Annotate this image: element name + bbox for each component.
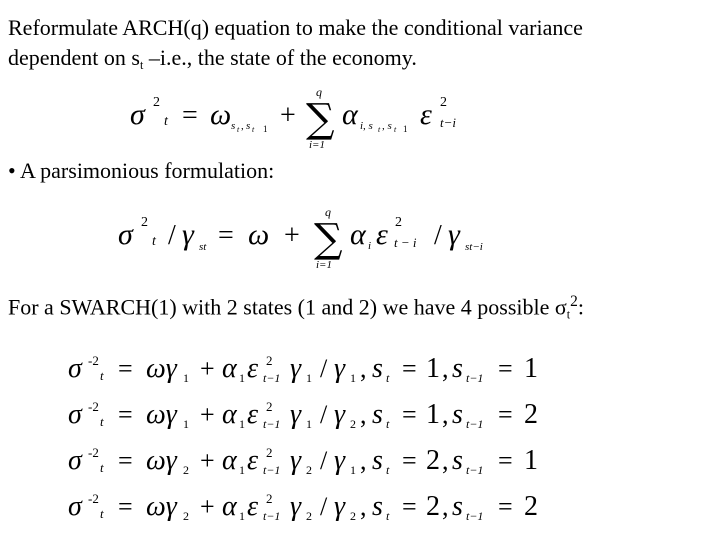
slash: / bbox=[320, 446, 328, 475]
epsilon-symbol: ε bbox=[247, 491, 259, 522]
comma: , bbox=[360, 354, 367, 383]
s-symbol-2: s bbox=[452, 445, 463, 476]
s-symbol-2: s bbox=[452, 491, 463, 522]
alpha-symbol: α bbox=[222, 445, 237, 476]
sigma-subscript: t bbox=[100, 506, 104, 521]
gamma-symbol-2: γ bbox=[334, 491, 346, 522]
epsilon-symbol: ε bbox=[376, 218, 388, 251]
case-equation-1 bbox=[68, 353, 538, 385]
equals-sign: = bbox=[118, 446, 133, 475]
omega-sub-t2: t bbox=[252, 125, 255, 134]
epsilon-subscript: t−1 bbox=[263, 417, 281, 431]
previous-state-value: 1 bbox=[524, 445, 538, 476]
s-symbol: s bbox=[372, 353, 383, 384]
gamma-subscript: 1 bbox=[306, 417, 312, 431]
sigma-superscript: 2 bbox=[153, 95, 160, 110]
swarch-text-sup: 2 bbox=[570, 293, 578, 310]
epsilon-subscript: t−1 bbox=[263, 463, 281, 477]
s-subscript-2: t−1 bbox=[466, 463, 484, 477]
alpha-subscript: 1 bbox=[239, 463, 245, 477]
equals-sign-2: = bbox=[402, 446, 417, 475]
equals-sign: = bbox=[118, 492, 133, 521]
alpha-sub-1: 1 bbox=[403, 124, 408, 134]
state-value: 2 bbox=[426, 445, 440, 476]
gamma-subscript: st bbox=[199, 241, 207, 253]
alpha-sub-t2: t bbox=[394, 125, 397, 134]
case-equation-4 bbox=[68, 491, 538, 523]
bullet-icon: • bbox=[8, 158, 16, 183]
omega-gamma-subscript: 2 bbox=[183, 463, 189, 477]
alpha-symbol: α bbox=[222, 491, 237, 522]
s-symbol-2: s bbox=[452, 399, 463, 430]
summation-symbol: ∑ bbox=[306, 96, 335, 142]
gamma-symbol: γ bbox=[182, 218, 194, 251]
omega-sub-1: 1 bbox=[263, 124, 268, 134]
gamma-subscript: 1 bbox=[306, 371, 312, 385]
sigma-symbol: σ bbox=[130, 98, 145, 131]
epsilon-symbol: ε bbox=[247, 445, 259, 476]
alpha-subscript: i bbox=[368, 240, 372, 252]
equals-sign-2: = bbox=[402, 492, 417, 521]
plus-sign: + bbox=[200, 446, 215, 475]
comma-2: , bbox=[442, 446, 449, 475]
equals-sign: = bbox=[182, 100, 198, 131]
epsilon-subscript: t−i bbox=[440, 115, 456, 130]
comma: , bbox=[360, 400, 367, 429]
sigma-superscript: -2 bbox=[88, 353, 99, 368]
epsilon-superscript: 2 bbox=[395, 215, 402, 230]
s-symbol-2: s bbox=[452, 353, 463, 384]
omega-symbol: ω bbox=[210, 98, 232, 131]
swarch-text-pre: For a SWARCH(1) with 2 states (1 and 2) we have 4 possible σ bbox=[8, 294, 567, 320]
equals-sign-3: = bbox=[498, 492, 513, 521]
comma: , bbox=[360, 492, 367, 521]
comma-2: , bbox=[442, 492, 449, 521]
epsilon-superscript: 2 bbox=[440, 95, 447, 110]
comma-2: , bbox=[442, 400, 449, 429]
gamma-symbol: γ bbox=[290, 399, 302, 430]
plus-sign: + bbox=[200, 492, 215, 521]
sigma-superscript: -2 bbox=[88, 399, 99, 414]
alpha-subscript: 1 bbox=[239, 371, 245, 385]
gamma-symbol: γ bbox=[290, 491, 302, 522]
state-value: 2 bbox=[426, 491, 440, 522]
intro-line-1: Reformulate ARCH(q) equation to make the conditional variance bbox=[8, 15, 583, 40]
sigma-symbol: σ bbox=[118, 218, 133, 251]
gamma-symbol: γ bbox=[290, 445, 302, 476]
previous-state-value: 2 bbox=[524, 491, 538, 522]
alpha-sub-s2: , s bbox=[382, 120, 392, 132]
gamma-subscript: 2 bbox=[306, 463, 312, 477]
sigma-superscript: 2 bbox=[141, 215, 148, 230]
omega-gamma-symbol: ωγ bbox=[146, 353, 177, 384]
epsilon-superscript: 2 bbox=[266, 353, 273, 368]
s-subscript: t bbox=[386, 417, 390, 431]
epsilon-symbol: ε bbox=[247, 399, 259, 430]
plus-sign: + bbox=[284, 220, 300, 251]
alpha-sub-i-s: i, s bbox=[360, 120, 373, 132]
omega-symbol: ω bbox=[248, 218, 270, 251]
slash: / bbox=[168, 220, 176, 251]
s-subscript-2: t−1 bbox=[466, 371, 484, 385]
omega-gamma-symbol: ωγ bbox=[146, 445, 177, 476]
previous-state-value: 2 bbox=[524, 399, 538, 430]
sigma-subscript: t bbox=[100, 414, 104, 429]
epsilon-subscript: t − i bbox=[394, 235, 417, 250]
s-symbol: s bbox=[372, 491, 383, 522]
sum-upper-limit: q bbox=[316, 85, 322, 99]
sigma-symbol: σ bbox=[68, 491, 82, 522]
equals-sign-2: = bbox=[402, 354, 417, 383]
comma: , bbox=[360, 446, 367, 475]
summation-symbol: ∑ bbox=[314, 216, 343, 262]
intro-line-2-post: –i.e., the state of the economy. bbox=[143, 45, 417, 70]
sigma-subscript: t bbox=[164, 114, 168, 129]
gamma-subscript-2: st−i bbox=[465, 241, 483, 253]
alpha-symbol: α bbox=[350, 218, 366, 251]
sum-upper-limit: q bbox=[325, 205, 331, 219]
equals-sign-3: = bbox=[498, 446, 513, 475]
omega-gamma-subscript: 2 bbox=[183, 509, 189, 523]
equals-sign-2: = bbox=[402, 400, 417, 429]
case-equation-3 bbox=[68, 445, 538, 477]
epsilon-superscript: 2 bbox=[266, 445, 273, 460]
sigma-subscript: t bbox=[100, 368, 104, 383]
swarch-equations bbox=[66, 344, 566, 524]
gamma-subscript: 2 bbox=[306, 509, 312, 523]
equals-sign-3: = bbox=[498, 354, 513, 383]
swarch-text-sub: t bbox=[566, 307, 571, 322]
case-equation-2 bbox=[68, 399, 538, 431]
omega-sub-s2: s bbox=[246, 120, 251, 132]
alpha-symbol: α bbox=[222, 353, 237, 384]
omega-gamma-subscript: 1 bbox=[183, 371, 189, 385]
omega-sub-t: t bbox=[237, 125, 240, 134]
omega-gamma-symbol: ωγ bbox=[146, 491, 177, 522]
equals-sign-3: = bbox=[498, 400, 513, 429]
alpha-symbol: α bbox=[222, 399, 237, 430]
plus-sign: + bbox=[280, 100, 296, 131]
omega-gamma-subscript: 1 bbox=[183, 417, 189, 431]
gamma-symbol-2: γ bbox=[448, 218, 460, 251]
s-symbol: s bbox=[372, 399, 383, 430]
equals-sign: = bbox=[118, 400, 133, 429]
slash: / bbox=[320, 354, 328, 383]
epsilon-superscript: 2 bbox=[266, 491, 273, 506]
s-subscript: t bbox=[386, 463, 390, 477]
gamma-subscript-2: 1 bbox=[350, 371, 356, 385]
slash: / bbox=[320, 400, 328, 429]
alpha-subscript: 1 bbox=[239, 509, 245, 523]
s-subscript: t bbox=[386, 371, 390, 385]
sum-lower-limit: i=1 bbox=[309, 139, 325, 151]
sigma-symbol: σ bbox=[68, 445, 82, 476]
s-subscript-2: t−1 bbox=[466, 417, 484, 431]
alpha-subscript: 1 bbox=[239, 417, 245, 431]
slash-2: / bbox=[434, 220, 442, 251]
bullet-text: A parsimonious formulation: bbox=[15, 158, 275, 183]
sigma-symbol: σ bbox=[68, 353, 82, 384]
epsilon-subscript: t−1 bbox=[263, 509, 281, 523]
intro-line-2-sub: t bbox=[139, 58, 144, 73]
equals-sign: = bbox=[118, 354, 133, 383]
sigma-superscript: -2 bbox=[88, 445, 99, 460]
previous-state-value: 1 bbox=[524, 353, 538, 384]
gamma-subscript-2: 1 bbox=[350, 463, 356, 477]
gamma-symbol-2: γ bbox=[334, 445, 346, 476]
state-value: 1 bbox=[426, 353, 440, 384]
epsilon-symbol: ε bbox=[420, 98, 432, 131]
bullet-item bbox=[8, 156, 274, 186]
arch-equation bbox=[128, 84, 488, 152]
epsilon-symbol: ε bbox=[247, 353, 259, 384]
swarch-text-post: : bbox=[577, 294, 584, 320]
slash: / bbox=[320, 492, 328, 521]
sigma-superscript: -2 bbox=[88, 491, 99, 506]
state-value: 1 bbox=[426, 399, 440, 430]
intro-line-2 bbox=[8, 43, 583, 80]
alpha-sub-t: t bbox=[378, 125, 381, 134]
swarch-text bbox=[8, 287, 584, 330]
sum-lower-limit: i=1 bbox=[316, 259, 332, 271]
omega-gamma-symbol: ωγ bbox=[146, 399, 177, 430]
gamma-symbol-2: γ bbox=[334, 399, 346, 430]
plus-sign: + bbox=[200, 354, 215, 383]
equals-sign: = bbox=[218, 220, 234, 251]
omega-sub-s: s bbox=[231, 120, 236, 132]
intro-line-2-pre: dependent on s bbox=[8, 45, 140, 70]
gamma-subscript-2: 2 bbox=[350, 509, 356, 523]
omega-sub-comma: , bbox=[241, 120, 244, 132]
gamma-symbol: γ bbox=[290, 353, 302, 384]
comma-2: , bbox=[442, 354, 449, 383]
sigma-subscript: t bbox=[152, 234, 156, 249]
epsilon-superscript: 2 bbox=[266, 399, 273, 414]
s-subscript-2: t−1 bbox=[466, 509, 484, 523]
plus-sign: + bbox=[200, 400, 215, 429]
intro-text bbox=[8, 13, 583, 80]
gamma-subscript-2: 2 bbox=[350, 417, 356, 431]
gamma-symbol-2: γ bbox=[334, 353, 346, 384]
alpha-symbol: α bbox=[342, 98, 358, 131]
s-subscript: t bbox=[386, 509, 390, 523]
parsimonious-equation bbox=[116, 204, 516, 272]
s-symbol: s bbox=[372, 445, 383, 476]
sigma-subscript: t bbox=[100, 460, 104, 475]
sigma-symbol: σ bbox=[68, 399, 82, 430]
epsilon-subscript: t−1 bbox=[263, 371, 281, 385]
